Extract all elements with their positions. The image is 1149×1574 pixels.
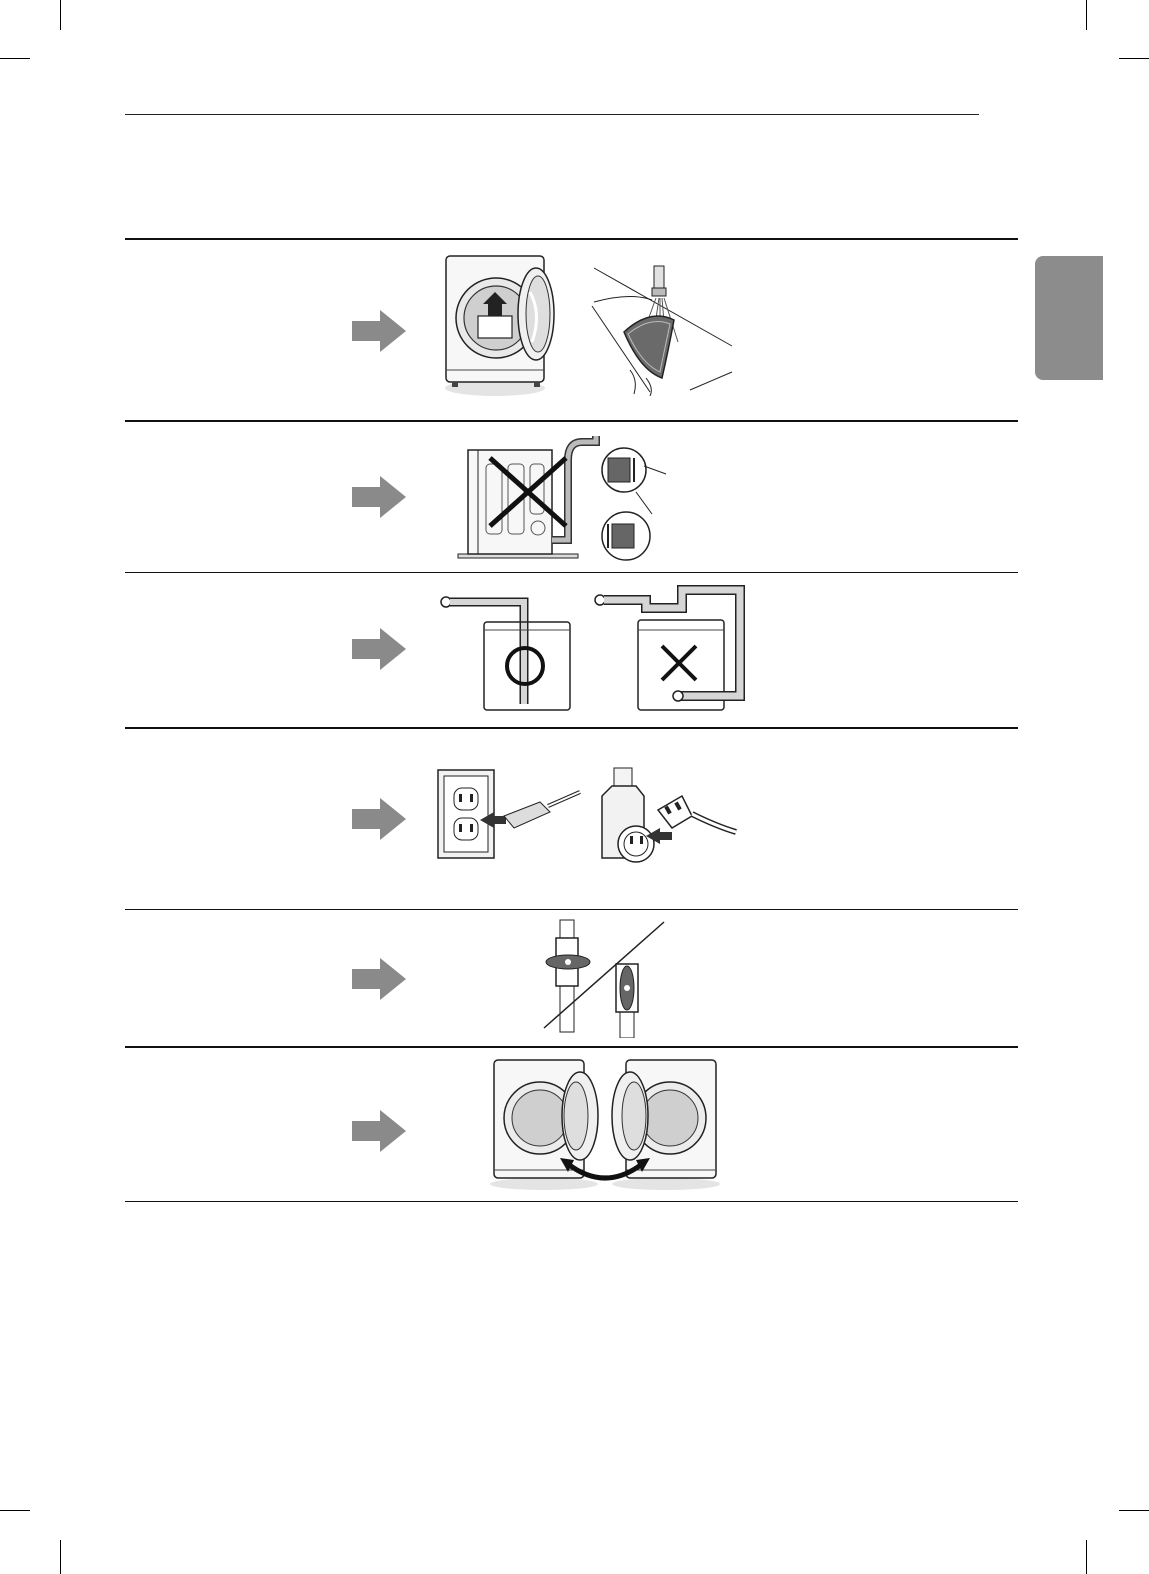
section-divider [125, 1201, 1018, 1202]
crop-mark [60, 0, 61, 30]
section-divider [125, 727, 1018, 729]
chapter-side-tab [1035, 256, 1103, 380]
crop-mark [1086, 0, 1087, 30]
right-arrow-icon [350, 308, 408, 354]
header-rule [125, 114, 979, 115]
incorrect-duct-icon [592, 582, 752, 716]
rinse-filter-icon [590, 262, 736, 396]
section-divider [125, 420, 1018, 422]
crop-mark [60, 1540, 61, 1574]
right-arrow-icon [350, 626, 408, 672]
section-divider [125, 238, 1018, 240]
crop-mark [0, 58, 30, 59]
crop-mark [1086, 1540, 1087, 1574]
section-divider [125, 1046, 1018, 1048]
door-reversal-icon [488, 1056, 724, 1192]
right-arrow-icon [350, 956, 408, 1002]
power-cord-receptacle-icon [596, 766, 742, 868]
gas-valve-icon [540, 918, 670, 1038]
right-arrow-icon [350, 796, 408, 842]
section-divider [125, 909, 1018, 910]
correct-duct-icon [438, 592, 574, 714]
wall-outlet-plug-icon [436, 766, 582, 862]
section-divider [125, 572, 1018, 573]
crop-mark [1119, 58, 1149, 59]
duct-detail-icon [596, 444, 668, 564]
right-arrow-icon [350, 1108, 408, 1154]
right-arrow-icon [350, 474, 408, 520]
crop-mark [1119, 1510, 1149, 1511]
crop-mark [0, 1510, 30, 1511]
dryer-open-door-icon [440, 252, 570, 402]
